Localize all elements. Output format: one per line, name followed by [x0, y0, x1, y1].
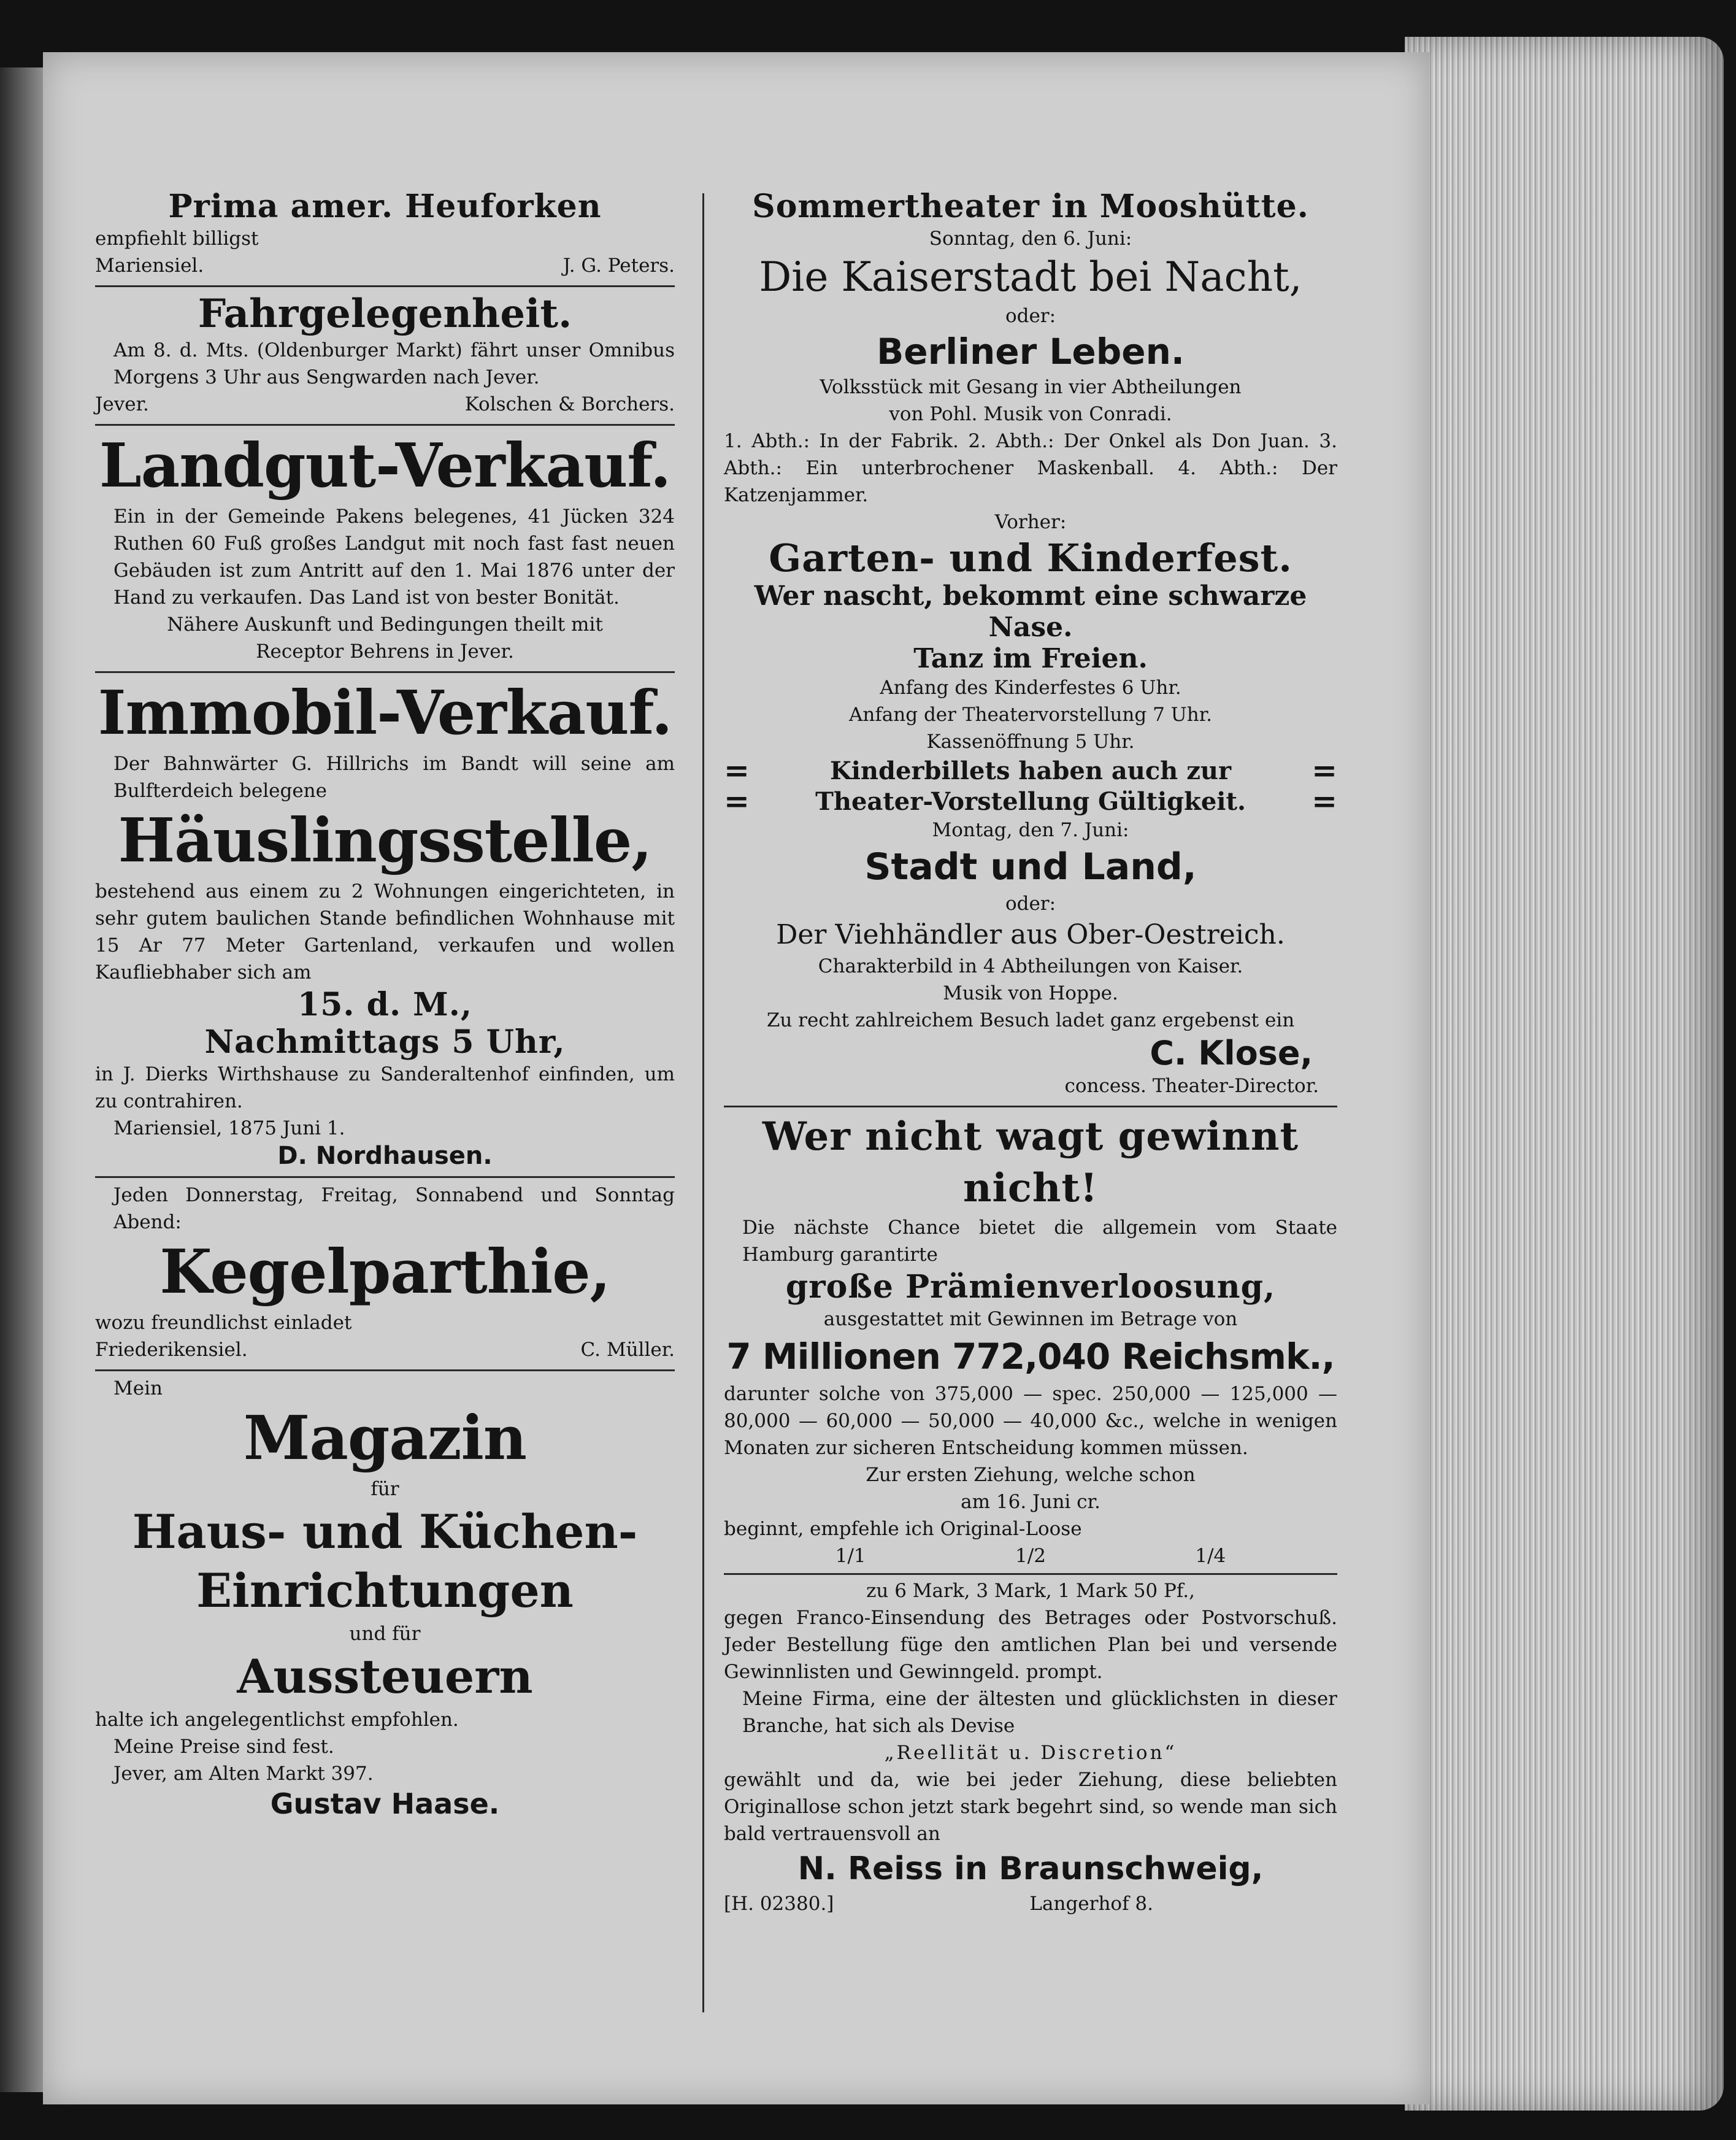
page-stack-edge: [1405, 37, 1724, 2111]
ad-fractions: [724, 1542, 1337, 1569]
ad-mein: Mein: [113, 1377, 163, 1399]
ad-signer: J. G. Peters.: [563, 255, 675, 277]
ad-intro: Der Bahnwärter G. Hillrichs im Bandt will seine am Bulfterdeich belegene: [113, 753, 675, 802]
fraction-half: 1/2: [1015, 1545, 1046, 1567]
ad-invite: Zu recht zahlreichem Besuch ladet ganz ergebenst ein: [766, 1009, 1295, 1031]
right-column: [724, 184, 1337, 1923]
ad-line: Haus- und Küchen-: [132, 1504, 638, 1559]
ad-title: Sommertheater in Mooshütte.: [752, 188, 1309, 225]
ad-body: halte ich angelegentlichst empfohlen.: [95, 1709, 459, 1731]
ad-magazin: [95, 1371, 675, 1826]
ad-signer: C. Müller.: [580, 1339, 675, 1361]
ad-signer: D. Nordhausen.: [277, 1142, 493, 1170]
ad-fuer: und für: [349, 1623, 421, 1645]
ad-date: Montag, den 7. Juni:: [932, 819, 1129, 841]
ad-fuer: für: [371, 1478, 399, 1500]
ad-location: in J. Dierks Wirthshause zu Sanderaltenhof einfinden, um zu contrahiren.: [95, 1063, 675, 1112]
ad-rule-mark: =: [1312, 752, 1337, 788]
ad-title: Immobil-Verkauf.: [98, 678, 672, 749]
left-column: [95, 184, 675, 1826]
ad-rule-mark: =: [724, 783, 750, 819]
ad-tanz: Tanz im Freien.: [913, 643, 1148, 674]
ad-contact: Receptor Behrens in Jever.: [256, 641, 514, 663]
ad-line: Aussteuern: [237, 1649, 533, 1704]
ad-signer: Gustav Haase.: [270, 1787, 500, 1820]
ad-footer: [95, 391, 675, 418]
ad-credits: Musik von Hoppe.: [943, 982, 1118, 1004]
fraction-whole: 1/1: [835, 1545, 866, 1567]
ad-billets-row: [724, 752, 1337, 788]
ad-motto: „Reellität u. Discretion“: [884, 1742, 1177, 1764]
ad-body: gewählt und da, wie bei jeder Ziehung, diese beliebten Originallose schon jetzt stark begehrt sind, so wende man sich bald vertrauensvoll an: [724, 1769, 1337, 1845]
ad-body: Ein in der Gemeinde Pakens belegenes, 41 Jücken 324 Ruthen 60 Fuß großes Landgut mit noch fast fast neuen Gebäuden ist zum Antritt auf den 1. Mai 1876 unter der Hand zu verkaufen. Das Land ist von bester Bonität.: [113, 506, 675, 609]
ad-play-title: Stadt und Land,: [864, 845, 1197, 888]
ad-credits: von Pohl. Musik von Conradi.: [889, 403, 1172, 425]
ad-billets: Kinderbillets haben auch zur: [829, 756, 1232, 785]
ad-immobil: [95, 673, 675, 1178]
ad-intro: Jeden Donnerstag, Freitag, Sonnabend und Sonntag Abend:: [113, 1184, 675, 1233]
fraction-quarter: 1/4: [1195, 1545, 1226, 1567]
ad-line: Einrichtungen: [196, 1563, 574, 1618]
ad-place: Friederikensiel.: [95, 1339, 248, 1361]
ad-title: Wer nicht wagt gewinnt nicht!: [762, 1114, 1299, 1211]
ad-place: Jever.: [95, 393, 149, 415]
ad-footer: [95, 1336, 675, 1363]
ad-play-subtitle: Der Viehhändler aus Ober-Oestreich.: [776, 919, 1285, 950]
ad-date: Sonntag, den 6. Juni:: [929, 228, 1132, 250]
ad-signer: Kolschen & Borchers.: [464, 393, 675, 415]
ad-address: Langerhof 8.: [1029, 1893, 1153, 1915]
column-divider: [702, 193, 704, 2012]
ad-description: Volksstück mit Gesang in vier Abtheilungen: [820, 376, 1242, 398]
ad-signer: C. Klose,: [1150, 1034, 1313, 1072]
ad-title: Kegelparthie,: [159, 1237, 610, 1307]
ad-oder: oder:: [1005, 305, 1056, 327]
ad-sommertheater: [724, 184, 1337, 1107]
ad-oder: oder:: [1005, 893, 1056, 915]
ad-headline: große Prämienverloosung,: [785, 1268, 1276, 1306]
ad-acts: 1. Abth.: In der Fabrik. 2. Abth.: Der Onkel als Don Juan. 3. Abth.: Ein unterbrochener Maskenball. 4. Abth.: Der Katzenjammer.: [724, 430, 1337, 506]
ad-anfang: Anfang des Kinderfestes 6 Uhr.: [880, 677, 1181, 699]
ad-play-subtitle: Berliner Leben.: [877, 331, 1185, 372]
ad-footer: [724, 1890, 1337, 1917]
ad-vorher: Vorher:: [994, 511, 1067, 533]
ad-equip: ausgestattet mit Gewinnen im Betrage von: [823, 1308, 1238, 1330]
ad-time: Nachmittags 5 Uhr,: [204, 1023, 566, 1061]
ad-fahrgelegenheit: [95, 287, 675, 426]
ad-draw: am 16. Juni cr.: [961, 1491, 1100, 1513]
ad-landgut: [95, 426, 675, 673]
ad-prices: zu 6 Mark, 3 Mark, 1 Mark 50 Pf.,: [724, 1573, 1337, 1604]
ad-text: empfiehlt billigst: [95, 228, 259, 250]
ad-heuforken: [95, 184, 675, 287]
ad-body: Am 8. d. Mts. (Oldenburger Markt) fährt unser Omnibus Morgens 3 Uhr aus Sengwarden nach Jever.: [113, 339, 675, 388]
ad-billets: Theater-Vorstellung Gültigkeit.: [815, 787, 1246, 816]
ad-title: Fahrgelegenheit.: [198, 291, 572, 337]
newspaper-page: [43, 52, 1429, 2104]
ad-headline: Häuslingsstelle,: [118, 806, 652, 876]
ad-dateline: Mariensiel, 1875 Juni 1.: [113, 1117, 345, 1139]
ad-body: Meine Firma, eine der ältesten und glücklichsten in dieser Branche, hat sich als Devise: [742, 1688, 1337, 1737]
ad-draw: beginnt, empfehle ich Original-Loose: [724, 1518, 1082, 1540]
ad-code: [H. 02380.]: [724, 1893, 834, 1915]
ad-signer: N. Reiss in Braunschweig,: [797, 1850, 1264, 1887]
ad-amount: 7 Millionen 772,040 Reichsmk.,: [726, 1336, 1335, 1377]
ad-rule-mark: =: [1312, 783, 1337, 819]
ad-title: Magazin: [243, 1403, 527, 1474]
ad-draw: Zur ersten Ziehung, welche schon: [866, 1464, 1196, 1486]
ad-fest: Garten- und Kinderfest.: [769, 536, 1292, 580]
ad-play-title: Die Kaiserstadt bei Nacht,: [759, 253, 1302, 301]
ad-title: Landgut-Verkauf.: [99, 431, 671, 501]
ad-role: concess. Theater-Director.: [1064, 1075, 1319, 1097]
ad-footer: [95, 252, 675, 279]
ad-info: Nähere Auskunft und Bedingungen theilt mit: [167, 614, 603, 636]
ad-nase: Wer nascht, bekommt eine schwarze Nase.: [754, 580, 1307, 643]
ad-date: 15. d. M.,: [298, 986, 472, 1023]
ad-description: Charakterbild in 4 Abtheilungen von Kaiser.: [818, 955, 1243, 977]
ad-kasse: Kassenöffnung 5 Uhr.: [926, 731, 1135, 753]
ad-invite: wozu freundlichst einladet: [95, 1312, 352, 1334]
ad-place: Mariensiel.: [95, 255, 204, 277]
ad-address: Jever, am Alten Markt 397.: [113, 1763, 374, 1785]
ad-lotterie: [724, 1107, 1337, 1923]
ad-prizes: darunter solche von 375,000 — spec. 250,000 — 125,000 — 80,000 — 60,000 — 50,000 — 40,000 &c., welche in wenigen Monaten zur sicheren Entscheidung kommen müssen.: [724, 1383, 1337, 1459]
ad-body: bestehend aus einem zu 2 Wohnungen eingerichteten, in sehr gutem baulichen Stande befindlichen Wohnhause mit 15 Ar 77 Meter Gartenland, verkaufen und wollen Kaufliebhaber sich am: [95, 880, 675, 983]
ad-body: gegen Franco-Einsendung des Betrages oder Postvorschuß. Jeder Bestellung füge den amtlichen Plan bei und versende Gewinnlisten und Gewinngeld. prompt.: [724, 1607, 1337, 1683]
ad-body: Meine Preise sind fest.: [113, 1736, 334, 1758]
ad-anfang: Anfang der Theatervorstellung 7 Uhr.: [848, 704, 1213, 726]
ad-kegel: [95, 1178, 675, 1371]
ad-billets-row: [724, 783, 1337, 819]
ad-title: Prima amer. Heuforken: [168, 188, 602, 225]
ad-rule-mark: =: [724, 752, 750, 788]
ad-intro: Die nächste Chance bietet die allgemein vom Staate Hamburg garantirte: [742, 1217, 1337, 1266]
